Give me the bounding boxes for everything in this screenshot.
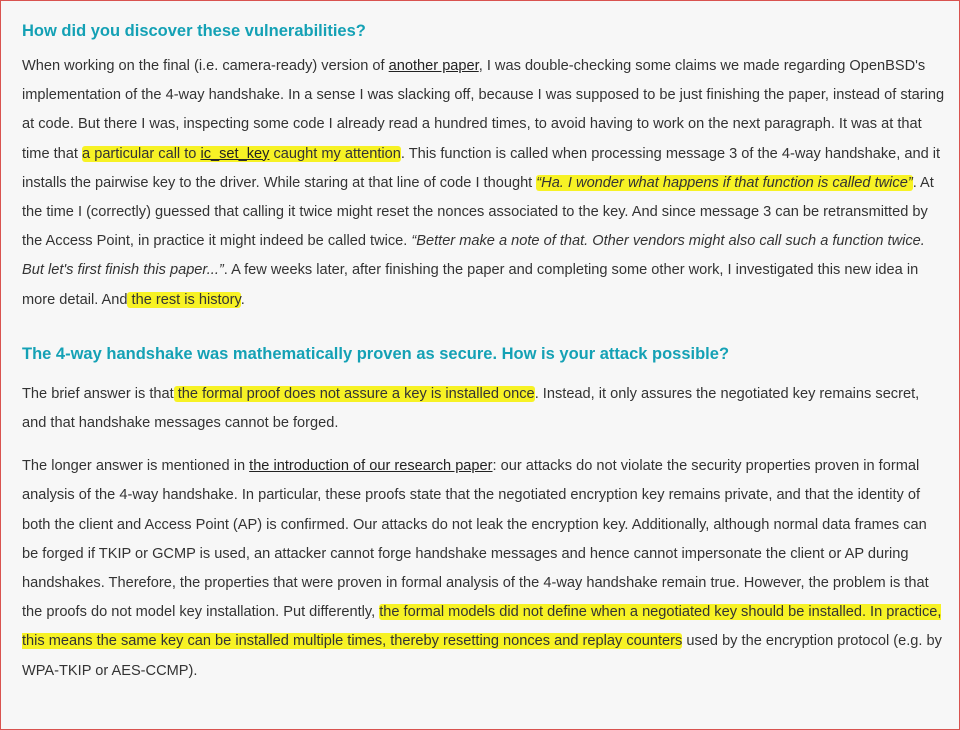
text-segment: The brief answer is that [22, 385, 174, 402]
research-paper-intro-link[interactable]: the introduction of our research paper [249, 458, 493, 475]
highlight-text: a particular call to [82, 145, 201, 162]
text-segment: . This function is called when processing message 3 of the 4-way handshake, and it installs the pairwise key to the driver. While staring at that line of code I thought [22, 145, 941, 191]
text-segment: The longer answer is mentioned in [22, 458, 250, 475]
text-segment: used by the encryption protocol (e.g. by WPA-TKIP or AES-CCMP). [22, 633, 942, 679]
highlight-formal-models: the formal models did not define when a negotiated key should be installed. In practice, this means the same key can be installed multiple times, thereby resetting nonces and replay counters [22, 604, 942, 650]
ic-set-key-link[interactable]: ic_set_key [200, 145, 270, 162]
faq-answer-discovery [22, 52, 947, 315]
faq-heading-discovery: How did you discover these vulnerabilities? [22, 22, 366, 40]
highlight-call [82, 146, 401, 162]
faq-answer-brief [22, 380, 947, 438]
text-segment: When working on the final (i.e. camera-ready) version of [22, 58, 389, 74]
text-segment: , I was double-checking some claims we made regarding OpenBSD's implementation of the 4-way handshake. In a sense I was slacking off, because I was supposed to be just finishing the paper, instead of staring at code. But there I was, inspecting some code I already read a hundred times, to avoid having to work on the next paragraph. It was at that time that [22, 58, 945, 162]
text-segment: . [240, 291, 245, 308]
text-segment: . A few weeks later, after finishing the paper and completing some other work, I investigated this new idea in more detail. And [22, 262, 919, 308]
faq-heading-proof: The 4-way handshake was mathematically proven as secure. How is your attack possible? [22, 344, 730, 363]
highlight-proof: the formal proof does not assure a key is installed once [173, 385, 535, 402]
italic-quote: “Better make a note of that. Other vendors might also call such a function twice. But let's first finish this paper...” [22, 233, 925, 279]
highlight-text: caught my attention [269, 145, 401, 162]
highlight-history: the rest is history [127, 291, 241, 308]
text-segment: . Instead, it only assures the negotiated key remains secret, and that handshake messages cannot be forged. [22, 385, 920, 432]
text-segment: : our attacks do not violate the security properties proven in formal analysis of the 4-way handshake. In particular, these proofs state that the negotiated encryption key remains private, and that the identity of both the client and Access Point (AP) is confirmed. Our attacks do not leak the encryption key. Additionally, although normal data frames can be forged if TKIP or GCMP is used, an attacker cannot forge handshake messages and hence cannot impersonate the client or AP during handshakes. Therefore, the properties that were proven in formal analysis of the 4-way handshake remain true. However, the problem is that the proofs do not model key installation. Put differently, [22, 458, 929, 621]
highlight-quote: “Ha. I wonder what happens if that function is called twice” [536, 174, 913, 191]
another-paper-link[interactable]: another paper [388, 58, 479, 74]
faq-content [22, 19, 947, 686]
text-segment: . At the time I (correctly) guessed that calling it twice might reset the nonces associated to the key. And since message 3 can be retransmitted by the Access Point, in practice it might indeed be called twice. [22, 174, 934, 250]
faq-answer-long [22, 452, 947, 686]
